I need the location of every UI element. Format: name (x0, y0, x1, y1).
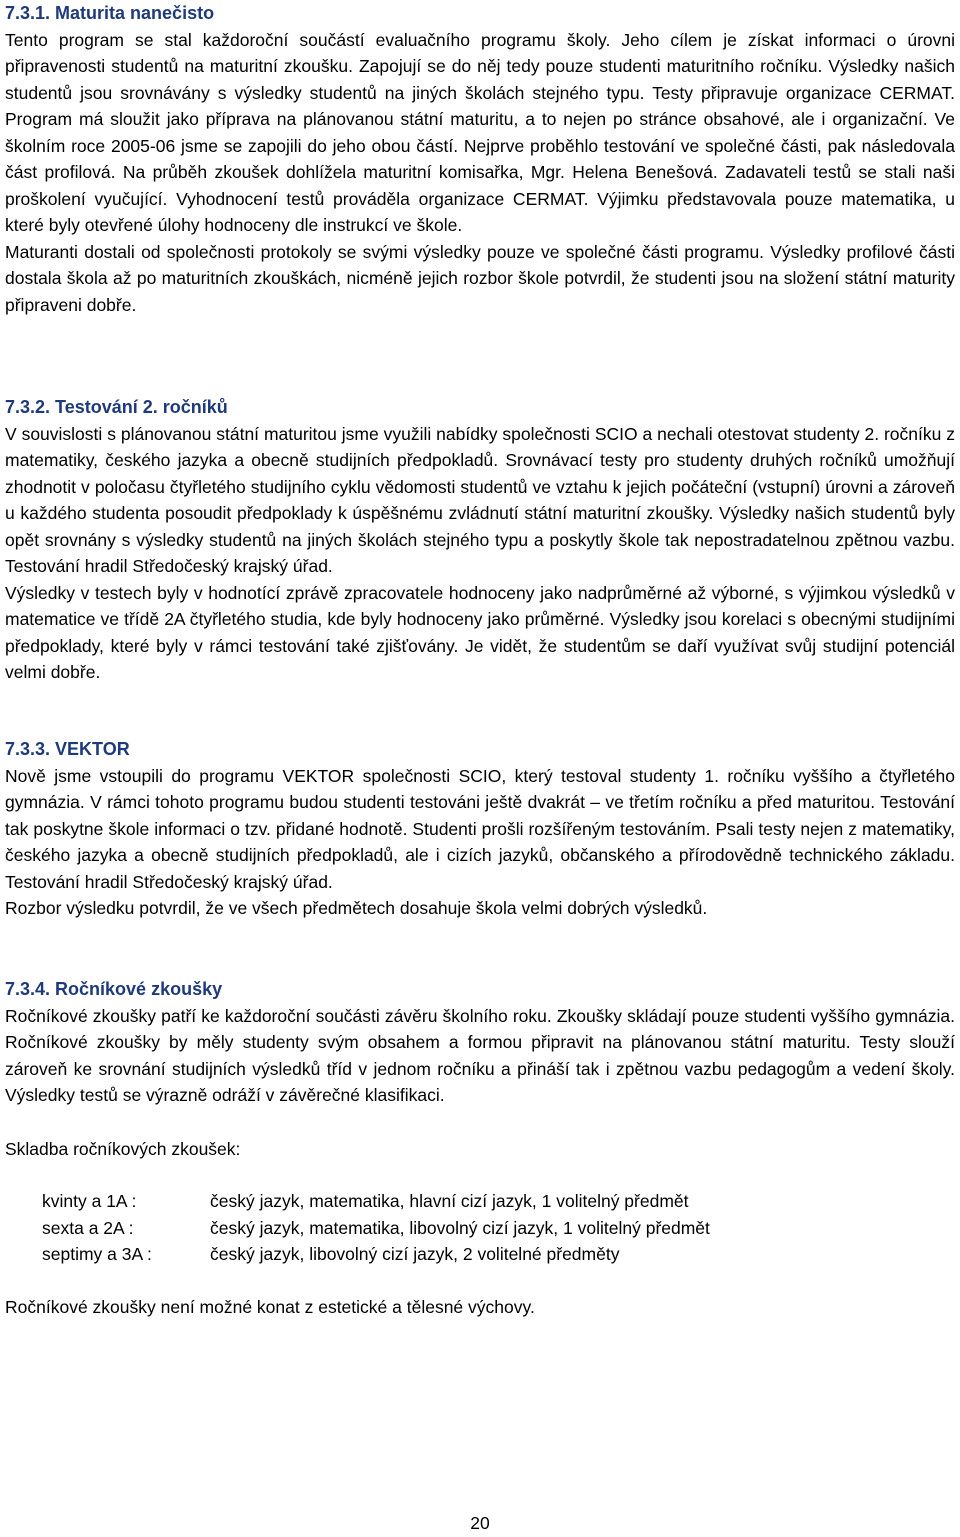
composition-note: Ročníkové zkoušky není možné konat z estetické a tělesné výchovy. (5, 1297, 535, 1317)
section-maturita-nanecisto (5, 0, 955, 318)
composition-subjects: český jazyk, libovolný cizí jazyk, 2 volitelné předměty (210, 1244, 620, 1264)
section-vektor (5, 736, 955, 922)
section-heading: 7.3.4. Ročníkové zkoušky (5, 979, 223, 999)
paragraph: Maturanti dostali od společnosti protokoly se svými výsledky pouze ve společné části programu. Výsledky profilové části dostala škola až po maturitních zkouškách, nicméně jejich rozbor škole potvrdil, že studenti jsou na složení státní maturity připraveni dobře. (5, 241, 955, 315)
section-rocnikove-zkousky (5, 976, 955, 1109)
composition-subjects: český jazyk, matematika, libovolný cizí jazyk, 1 volitelný předmět (210, 1217, 710, 1238)
composition-subjects: český jazyk, matematika, hlavní cizí jazyk, 1 volitelný předmět (210, 1191, 689, 1211)
section-heading: 7.3.1. Maturita nanečisto (5, 3, 215, 23)
composition-class: kvinty a 1A : (42, 1191, 137, 1211)
composition-row (42, 1241, 710, 1268)
composition-title: Skladba ročníkových zkoušek: (5, 1139, 241, 1159)
composition-class: sexta a 2A : (42, 1217, 134, 1238)
composition-row (42, 1215, 710, 1242)
composition-row (42, 1188, 710, 1215)
paragraph: Tento program se stal každoroční součástí evaluačního programu školy. Jeho cílem je získat informaci o úrovni připravenosti studentů na maturitní zkoušku. Zapojují se do něj tedy pouze studenti maturitního ročníku. Výsledky našich studentů jsou srovnávány s výsledky studentů na jiných školách stejného typu. Testy připravuje organizace CERMAT. Program má sloužit jako příprava na plánovanou státní maturitu, a to nejen po stránce obsahové, ale i organizační. Ve školním roce 2005-06 jsme se zapojili do jeho obou částí. Nejprve proběhlo testování ve společné části, pak následovala část profilová. Na průběh zkoušek dohlížela maturitní komisařka, Mgr. Helena Benešová. Zadavateli testů se stali naši proškolení vyučující. Vyhodnocení testů prováděla organizace CERMAT. Výjimku představovala pouze matematika, u které byly otevřené úlohy hodnoceny dle instrukcí ve škole. (5, 29, 955, 235)
section-heading: 7.3.2. Testování 2. ročníků (5, 397, 228, 417)
section-heading: 7.3.3. VEKTOR (5, 739, 130, 759)
paragraph: Ročníkové zkoušky patří ke každoroční součásti závěru školního roku. Zkoušky skládají pouze studenti vyššího gymnázia. Ročníkové zkoušky by měly studenty svým obsahem a formou připravit na plánovanou státní maturitu. Testy slouží zároveň ke srovnání studijních výsledků tříd v jednom ročníku a přináší tak i zpětnou vazbu pedagogům a vedení školy. Výsledky testů se výrazně odráží v závěrečné klasifikaci. (5, 1005, 955, 1105)
composition-class: septimy a 3A : (42, 1244, 152, 1264)
paragraph: Rozbor výsledku potvrdil, že ve všech předmětech dosahuje škola velmi dobrých výsledků. (5, 898, 708, 918)
section-testovani-2-rocniku (5, 394, 955, 686)
page-number: 20 (470, 1513, 490, 1533)
composition-list (42, 1188, 710, 1268)
paragraph: Výsledky v testech byly v hodnotící zprávě zpracovatele hodnoceny jako nadprůměrné až výborné, s výjimkou výsledků v matematice ve třídě 2A čtyřletého studia, kde byly hodnoceny jako průměrné. Výsledky jsou korelaci s obecnými studijními předpoklady, které byly v rámci testování také zjišťovány. Je vidět, že studentům se daří využívat svůj studijní potenciál velmi dobře. (5, 582, 955, 682)
paragraph: Nově jsme vstoupili do programu VEKTOR společnosti SCIO, který testoval studenty 1. ročníku vyššího a čtyřletého gymnázia. V rámci tohoto programu budou studenti testováni ještě dvakrát – ve třetím ročníku a před maturitou. Testování tak poskytne škole informaci o tzv. přidané hodnotě. Studenti prošli rozšířeným testováním. Psali testy nejen z matematiky, českého jazyka a obecně studijních předpokladů, ale i cizích jazyků, občanského a přírodovědně technického základu. Testování hradil Středočeský krajský úřad. (5, 765, 955, 892)
paragraph: V souvislosti s plánovanou státní maturitou jsme využili nabídky společnosti SCIO a nechali otestovat studenty 2. ročníku z matematiky, českého jazyka a obecně studijních předpokladů. Srovnávací testy pro studenty druhých ročníků umožňují zhodnotit v poločasu čtyřletého studijního cyklu vědomosti studentů ve vztahu k jejich počáteční (vstupní) úrovni a zároveň u každého studenta posoudit předpoklady k úspěšnému zvládnutí státní maturitní zkoušky. Výsledky našich studentů byly opět srovnány s výsledky studentů na jiných školách stejného typu a poskytly škole tak nepostradatelnou zpětnou vazbu. Testování hradil Středočeský krajský úřad. (5, 423, 955, 576)
